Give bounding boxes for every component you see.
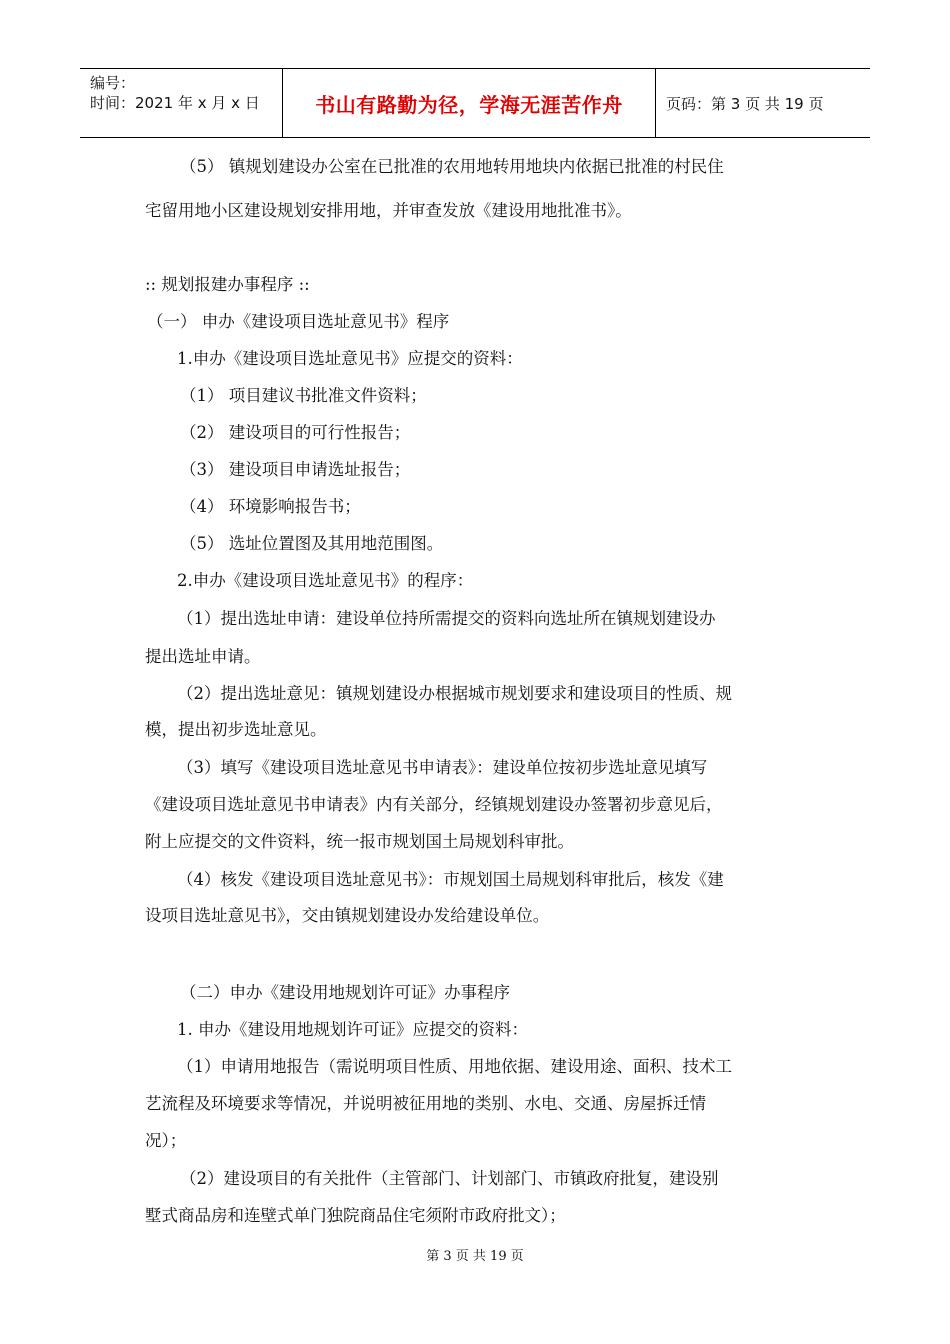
body-line: 模，提出初步选址意见。 [145, 720, 327, 739]
body-line: 2.申办《建设项目选址意见书》的程序： [177, 571, 474, 590]
header-motto: 书山有路勤为径，学海无涯苦作舟 [283, 69, 656, 137]
page-header [80, 68, 870, 138]
body-line: 设项目选址意见书》，交由镇规划建设办发给建设单位。 [145, 906, 550, 925]
list-item: （1） 项目建议书批准文件资料； [180, 386, 427, 405]
body-line: （2）提出选址意见：镇规划建设办根据城市规划要求和建设项目的性质、规 [177, 684, 732, 703]
subsection-heading: （一） 申办《建设项目选址意见书》程序 [147, 312, 450, 331]
body-line: 附上应提交的文件资料，统一报市规划国土局规划科审批。 [145, 832, 574, 851]
list-item: （4） 环境影响报告书； [180, 497, 361, 516]
body-line: 1.申办《建设项目选址意见书》应提交的资料： [177, 349, 523, 368]
number-label: 编号： [90, 74, 136, 92]
body-line: 《建设项目选址意见书申请表》内有关部分，经镇规划建设办签署初步意见后， [145, 795, 723, 814]
body-line: （5） 镇规划建设办公室在已批准的农用地转用地块内依据已批准的村民住 [180, 157, 724, 176]
body-line: 墅式商品房和连壁式单门独院商品住宅须附市政府批文）； [145, 1206, 566, 1225]
header-meta [80, 69, 283, 137]
body-line: （1）提出选址申请：建设单位持所需提交的资料向选址所在镇规划建设办 [177, 609, 716, 628]
list-item: （3） 建设项目申请选址报告； [180, 460, 411, 479]
body-line: 提出选址申请。 [145, 647, 261, 666]
body-line: （1）申请用地报告（需说明项目性质、用地依据、建设用途、面积、技术工 [177, 1057, 732, 1076]
body-line: 1. 申办《建设用地规划许可证》应提交的资料： [177, 1020, 528, 1039]
header-page-info: 页码：第 3 页 共 19 页 [666, 94, 824, 113]
list-item: （5） 选址位置图及其用地范围图。 [180, 534, 444, 553]
body-line: （2）建设项目的有关批件（主管部门、计划部门、市镇政府批复，建设别 [180, 1169, 719, 1188]
body-line: （3）填写《建设项目选址意见书申请表》：建设单位按初步选址意见填写 [177, 758, 708, 777]
section-heading: :: 规划报建办事程序 :: [145, 275, 310, 294]
body-line: 艺流程及环境要求等情况，并说明被征用地的类别、水电、交通、房屋拆迁情 [145, 1094, 706, 1113]
date-label: 时间：2021 年 x 月 x 日 [90, 94, 260, 112]
subsection-heading: （二）申办《建设用地规划许可证》办事程序 [180, 983, 510, 1002]
list-item: （2） 建设项目的可行性报告； [180, 423, 411, 442]
page-footer: 第 3 页 共 19 页 [426, 1249, 524, 1264]
body-line: 宅留用地小区建设规划安排用地，并审查发放《建设用地批准书》。 [145, 201, 632, 220]
body-line: 况）； [145, 1131, 187, 1150]
body-line: （4）核发《建设项目选址意见书》：市规划国土局规划科审批后，核发《建 [177, 870, 724, 889]
